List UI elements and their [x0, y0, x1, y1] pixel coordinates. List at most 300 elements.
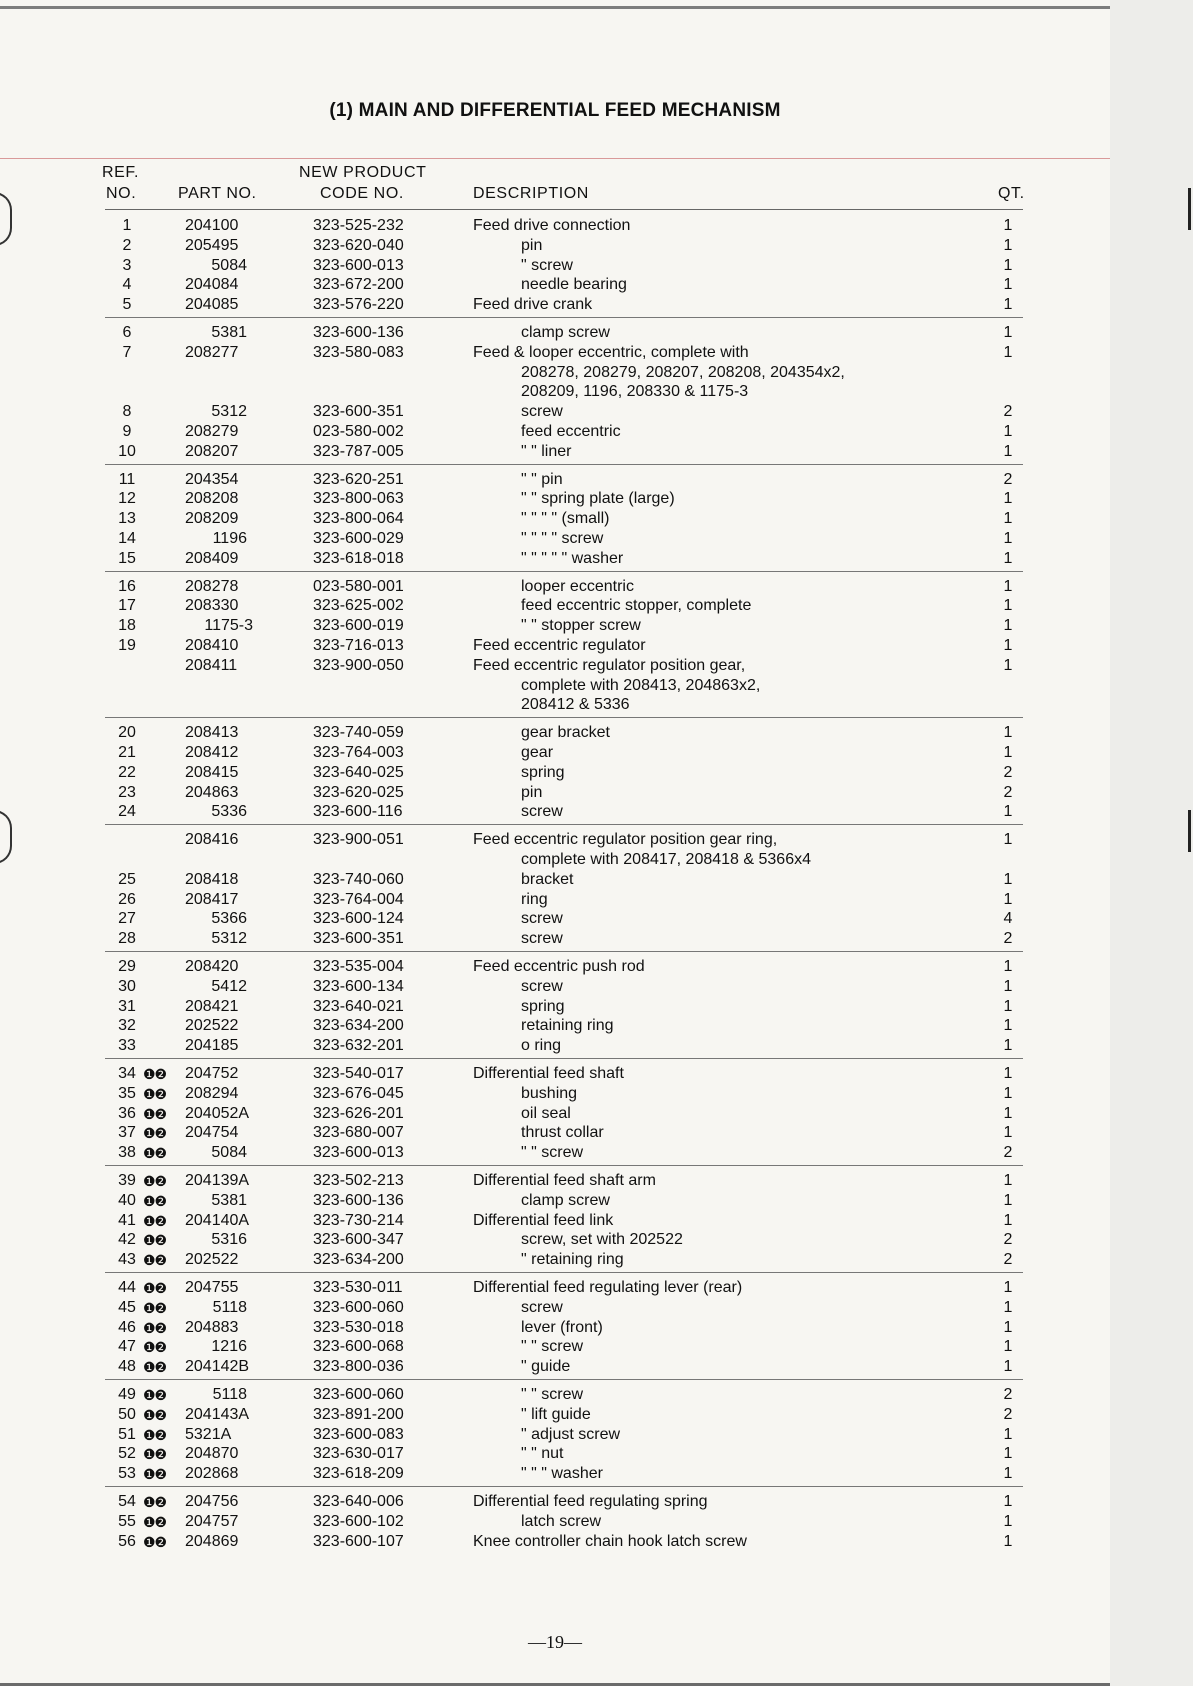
- code-no-cell: 323-576-220: [313, 296, 404, 314]
- quantity-cell: 1: [1003, 1124, 1013, 1142]
- part-no-cell: 208330: [185, 597, 239, 615]
- part-no-cell: 204754: [185, 1124, 239, 1142]
- table-row: [0, 1405, 1110, 1425]
- table-row: [0, 1143, 1110, 1163]
- ref-cell: 7: [122, 343, 132, 361]
- table-row: [0, 1357, 1110, 1377]
- description-cell: Differential feed link: [473, 1211, 614, 1229]
- marker-cell: ❶❷: [143, 1212, 167, 1229]
- description-cell: bracket: [521, 870, 574, 888]
- part-no-cell: 208420: [185, 958, 239, 975]
- ref-cell: 8: [122, 403, 132, 421]
- description-cell: o ring: [521, 1037, 562, 1055]
- quantity-cell: 1: [1003, 1512, 1013, 1530]
- quantity-cell: 1: [1003, 296, 1013, 314]
- code-no-cell: 323-800-063: [313, 490, 404, 508]
- marker-cell: ❶❷: [143, 1280, 167, 1296]
- part-no-cell: 204143A: [185, 1405, 250, 1423]
- description-cell: Differential feed regulating spring: [473, 1493, 708, 1510]
- group-separator: [105, 317, 1023, 318]
- code-no-cell: 323-600-060: [313, 1386, 404, 1403]
- table-row: [0, 676, 1110, 696]
- ref-cell: 48: [118, 1358, 136, 1376]
- description-cell: screw: [521, 803, 563, 821]
- description-cell: pin: [521, 236, 543, 254]
- edge-mark: [1188, 188, 1191, 230]
- table-row: [0, 1036, 1110, 1056]
- quantity-cell: 1: [1003, 1445, 1013, 1463]
- code-no-cell: 323-600-013: [313, 256, 404, 274]
- table-row: [0, 549, 1110, 569]
- part-no-cell: 204863: [185, 783, 239, 801]
- quantity-cell: 1: [1003, 656, 1013, 674]
- table-row: [0, 1084, 1110, 1104]
- description-cell: " " screw: [521, 1338, 584, 1356]
- table-row: [0, 1250, 1110, 1270]
- ref-cell: 51: [118, 1425, 136, 1443]
- marker-cell: ❶❷: [143, 1145, 167, 1162]
- code-no-cell: 323-891-200: [313, 1405, 404, 1423]
- marker-cell: ❶❷: [143, 1466, 167, 1483]
- code-no-cell: 323-764-003: [313, 744, 404, 761]
- ref-cell: 32: [118, 1017, 136, 1035]
- quantity-cell: 1: [1003, 442, 1013, 460]
- group-separator: [105, 717, 1023, 718]
- group-separator: [105, 571, 1023, 572]
- description-cell: complete with 208417, 208418 & 5366x4: [521, 851, 811, 868]
- part-no-cell: 208209: [185, 510, 239, 528]
- code-no-cell: 323-540-017: [313, 1065, 404, 1082]
- part-no-cell: 208413: [185, 724, 239, 742]
- marker-cell: ❶❷: [143, 1066, 167, 1082]
- ref-cell: 11: [118, 470, 136, 488]
- quantity-cell: 1: [1003, 1065, 1013, 1082]
- code-no-cell: 323-600-116: [313, 803, 403, 821]
- table-row: [0, 489, 1110, 509]
- code-no-cell: 323-740-059: [313, 724, 404, 742]
- edge-mark: [1188, 810, 1191, 852]
- quantity-cell: 2: [1003, 1386, 1013, 1403]
- marker-cell: ❶❷: [143, 1359, 167, 1376]
- ref-cell: 53: [118, 1465, 136, 1483]
- page-title: (1) MAIN AND DIFFERENTIAL FEED MECHANISM: [329, 100, 781, 121]
- quantity-cell: 2: [1003, 1231, 1013, 1249]
- quantity-cell: 1: [1003, 343, 1013, 361]
- header-rule: [105, 209, 1023, 210]
- table-row: [0, 890, 1110, 910]
- ref-cell: 27: [118, 910, 136, 928]
- part-no-cell: 204139A: [185, 1172, 250, 1189]
- part-no-cell: 204185: [185, 1037, 239, 1055]
- description-cell: screw, set with 202522: [521, 1231, 683, 1249]
- description-cell: " " stopper screw: [521, 617, 641, 635]
- group-separator: [105, 951, 1023, 952]
- description-cell: bushing: [521, 1084, 578, 1102]
- code-no-cell: 323-600-102: [313, 1512, 404, 1530]
- description-cell: " " spring plate (large): [521, 490, 675, 508]
- description-cell: Differential feed regulating lever (rear): [473, 1279, 743, 1296]
- description-cell: complete with 208413, 204863x2,: [521, 676, 761, 694]
- ref-cell: 2: [122, 236, 132, 254]
- header-description: DESCRIPTION: [473, 185, 589, 202]
- quantity-cell: 1: [1003, 617, 1013, 635]
- part-no-cell: 208277: [185, 343, 239, 361]
- description-cell: Feed drive crank: [473, 296, 593, 314]
- code-no-cell: 323-600-013: [313, 1144, 404, 1162]
- table-row: [0, 929, 1110, 949]
- quantity-cell: 1: [1003, 1084, 1013, 1102]
- code-no-cell: 323-600-124: [313, 910, 404, 928]
- marker-cell: ❶❷: [143, 1319, 167, 1336]
- part-no-cell: 5381: [211, 324, 247, 341]
- ref-cell: 34: [118, 1065, 136, 1082]
- part-no-cell: 204100: [185, 217, 239, 234]
- table-row: [0, 656, 1110, 676]
- description-cell: Knee controller chain hook latch screw: [473, 1532, 747, 1550]
- quantity-cell: 1: [1003, 1338, 1013, 1356]
- ref-cell: 21: [118, 744, 136, 761]
- code-no-cell: 323-600-068: [313, 1338, 404, 1356]
- table-row: [0, 382, 1110, 402]
- header-code-line1: NEW PRODUCT: [299, 164, 427, 181]
- ref-cell: 33: [118, 1037, 136, 1055]
- code-no-cell: 323-634-200: [313, 1017, 404, 1035]
- code-no-cell: 323-640-021: [313, 997, 404, 1015]
- quantity-cell: 1: [1003, 530, 1013, 547]
- description-cell: screw: [521, 403, 563, 421]
- marker-cell: ❶❷: [143, 1192, 167, 1209]
- description-cell: Feed eccentric regulator position gear,: [473, 656, 746, 674]
- ref-cell: 36: [118, 1104, 136, 1122]
- code-no-cell: 323-620-040: [313, 236, 404, 254]
- part-no-cell: 204142B: [185, 1358, 250, 1376]
- quantity-cell: 2: [1003, 763, 1013, 781]
- code-no-cell: 323-580-083: [313, 343, 404, 361]
- part-no-cell: 208207: [185, 442, 239, 460]
- ref-cell: 26: [118, 890, 136, 908]
- table-row: [0, 1464, 1110, 1484]
- quantity-cell: 1: [1003, 1037, 1013, 1055]
- description-cell: pin: [521, 783, 543, 801]
- marker-cell: ❶❷: [143, 1387, 167, 1403]
- ref-cell: 16: [118, 577, 136, 595]
- part-no-cell: 1196: [212, 530, 247, 547]
- description-cell: screw: [521, 977, 563, 995]
- description-cell: 208412 & 5336: [521, 696, 630, 714]
- table-row: [0, 1512, 1110, 1532]
- table-row: [0, 1016, 1110, 1036]
- marker-cell: ❶❷: [143, 1494, 167, 1510]
- ref-cell: 23: [118, 783, 136, 801]
- quantity-cell: 1: [1003, 1532, 1013, 1550]
- quantity-cell: 2: [1003, 470, 1013, 488]
- table-row: [0, 1298, 1110, 1318]
- table-row: [0, 295, 1110, 315]
- ref-cell: 39: [118, 1172, 136, 1189]
- code-no-cell: 323-716-013: [313, 637, 404, 654]
- group-separator: [105, 1486, 1023, 1487]
- code-no-cell: 323-600-136: [313, 324, 404, 341]
- quantity-cell: 2: [1003, 1144, 1013, 1162]
- ref-cell: 13: [118, 510, 136, 528]
- quantity-cell: 1: [1003, 890, 1013, 908]
- marker-cell: ❶❷: [143, 1339, 167, 1356]
- code-no-cell: 323-535-004: [313, 958, 404, 975]
- part-no-cell: 5118: [212, 1298, 247, 1316]
- table-row: [0, 977, 1110, 997]
- description-cell: gear: [521, 744, 554, 761]
- description-cell: " adjust screw: [521, 1425, 621, 1443]
- group-separator: [105, 1379, 1023, 1380]
- quantity-cell: 1: [1003, 1358, 1013, 1376]
- code-no-cell: 323-600-019: [313, 617, 404, 635]
- description-cell: ring: [521, 890, 548, 908]
- part-no-cell: 5316: [211, 1231, 247, 1249]
- part-no-cell: 202522: [185, 1017, 239, 1035]
- part-no-cell: 204084: [185, 276, 239, 294]
- part-no-cell: 202868: [185, 1465, 239, 1483]
- part-no-cell: 5084: [211, 1144, 247, 1162]
- code-no-cell: 323-525-232: [313, 217, 404, 234]
- header-code-line2: CODE NO.: [320, 185, 404, 202]
- code-no-cell: 323-672-200: [313, 276, 404, 294]
- quantity-cell: 1: [1003, 1104, 1013, 1122]
- part-no-cell: 5312: [211, 403, 247, 421]
- ref-cell: 43: [118, 1251, 136, 1269]
- group-separator: [105, 1165, 1023, 1166]
- quantity-cell: 1: [1003, 577, 1013, 595]
- quantity-cell: 1: [1003, 977, 1013, 995]
- quantity-cell: 1: [1003, 1298, 1013, 1316]
- marker-cell: ❶❷: [143, 1406, 167, 1423]
- ref-cell: 35: [118, 1084, 136, 1102]
- part-no-cell: 205495: [185, 236, 239, 254]
- table-row: [0, 1230, 1110, 1250]
- description-cell: Differential feed shaft: [473, 1065, 624, 1082]
- code-no-cell: 323-600-351: [313, 930, 404, 948]
- top-edge-line: [0, 6, 1110, 9]
- table-row: [0, 1385, 1110, 1405]
- part-no-cell: 202522: [185, 1251, 239, 1269]
- ref-cell: 22: [118, 763, 136, 781]
- header-qt: QT.: [998, 185, 1025, 202]
- description-cell: feed eccentric stopper, complete: [521, 597, 752, 615]
- table-row: [0, 596, 1110, 616]
- code-no-cell: 323-630-017: [313, 1445, 404, 1463]
- description-cell: spring: [521, 997, 565, 1015]
- ref-cell: 45: [118, 1298, 136, 1316]
- part-no-cell: 204869: [185, 1532, 239, 1550]
- description-cell: thrust collar: [521, 1124, 604, 1142]
- part-no-cell: 208410: [185, 637, 239, 654]
- ref-cell: 14: [118, 530, 136, 547]
- quantity-cell: 2: [1003, 1251, 1013, 1269]
- part-no-cell: 208411: [185, 656, 238, 674]
- description-cell: latch screw: [521, 1512, 602, 1530]
- description-cell: spring: [521, 763, 565, 781]
- part-no-cell: 204354: [185, 470, 239, 488]
- marker-cell: ❶❷: [143, 1299, 167, 1316]
- code-no-cell: 323-730-214: [313, 1211, 404, 1229]
- code-no-cell: 323-900-050: [313, 656, 404, 674]
- code-no-cell: 323-600-107: [313, 1532, 404, 1550]
- table-row: [0, 1211, 1110, 1231]
- marker-cell: ❶❷: [143, 1513, 167, 1530]
- marker-cell: ❶❷: [143, 1533, 167, 1550]
- table-row: [0, 830, 1110, 850]
- table-row: [0, 216, 1110, 236]
- part-no-cell: 204052A: [185, 1104, 250, 1122]
- table-row: [0, 323, 1110, 343]
- quantity-cell: 1: [1003, 997, 1013, 1015]
- ref-cell: 12: [118, 490, 136, 508]
- quantity-cell: 1: [1003, 1318, 1013, 1336]
- quantity-cell: 2: [1003, 783, 1013, 801]
- ref-cell: 1: [122, 217, 132, 234]
- table-row: [0, 802, 1110, 822]
- quantity-cell: 2: [1003, 403, 1013, 421]
- quantity-cell: 1: [1003, 724, 1013, 742]
- part-no-cell: 204755: [185, 1279, 239, 1296]
- ref-cell: 52: [118, 1445, 136, 1463]
- table-row: [0, 1425, 1110, 1445]
- part-no-cell: 5084: [211, 256, 247, 274]
- quantity-cell: 1: [1003, 256, 1013, 274]
- marker-cell: ❶❷: [143, 1426, 167, 1443]
- table-row: [0, 909, 1110, 929]
- table-row: [0, 343, 1110, 363]
- code-no-cell: 323-502-213: [313, 1172, 404, 1189]
- marker-cell: ❶❷: [143, 1446, 167, 1463]
- code-no-cell: 323-600-347: [313, 1231, 404, 1249]
- description-cell: Feed & looper eccentric, complete with: [473, 343, 749, 361]
- description-cell: 208209, 1196, 208330 & 1175-3: [521, 383, 749, 401]
- ref-cell: 30: [118, 977, 136, 995]
- table-row: [0, 577, 1110, 597]
- ref-cell: 15: [118, 549, 136, 567]
- table-row: [0, 997, 1110, 1017]
- description-cell: oil seal: [521, 1104, 571, 1122]
- part-no-cell: 208294: [185, 1084, 239, 1102]
- code-no-cell: 323-618-018: [313, 549, 404, 567]
- table-row: [0, 743, 1110, 763]
- code-no-cell: 323-600-136: [313, 1191, 404, 1209]
- ref-cell: 6: [122, 324, 132, 341]
- part-no-cell: 208279: [185, 423, 239, 440]
- table-row: [0, 256, 1110, 276]
- ref-cell: 25: [118, 870, 136, 888]
- description-cell: Feed drive connection: [473, 217, 631, 234]
- code-no-cell: 323-530-018: [313, 1318, 404, 1336]
- ref-cell: 28: [118, 930, 136, 948]
- description-cell: feed eccentric: [521, 423, 621, 440]
- ref-cell: 10: [118, 442, 136, 460]
- code-no-cell: 323-530-011: [313, 1279, 403, 1296]
- part-no-cell: 208417: [185, 890, 239, 908]
- code-no-cell: 323-600-351: [313, 403, 404, 421]
- page-number: —19—: [528, 1632, 582, 1652]
- description-cell: " " " " " washer: [521, 549, 624, 567]
- table-row: [0, 1191, 1110, 1211]
- description-cell: " " nut: [521, 1445, 564, 1463]
- group-separator: [105, 824, 1023, 825]
- code-no-cell: 323-634-200: [313, 1251, 404, 1269]
- part-no-cell: 208418: [185, 870, 239, 888]
- description-cell: clamp screw: [521, 1191, 610, 1209]
- marker-cell: ❶❷: [143, 1085, 167, 1102]
- quantity-cell: 1: [1003, 637, 1013, 654]
- part-no-cell: 204752: [185, 1065, 239, 1082]
- code-no-cell: 323-740-060: [313, 870, 404, 888]
- description-cell: " retaining ring: [521, 1251, 624, 1269]
- ref-cell: 9: [122, 423, 132, 440]
- header-ref-line1: REF.: [102, 164, 140, 181]
- quantity-cell: 1: [1003, 1211, 1013, 1229]
- quantity-cell: 1: [1003, 1172, 1013, 1189]
- part-no-cell: 5381: [211, 1191, 247, 1209]
- code-no-cell: 323-618-209: [313, 1465, 404, 1483]
- table-row: [0, 616, 1110, 636]
- table-row: [0, 763, 1110, 783]
- part-no-cell: 204085: [185, 296, 239, 314]
- quantity-cell: 1: [1003, 1279, 1013, 1296]
- table-row: [0, 850, 1110, 870]
- ref-cell: 40: [118, 1191, 136, 1209]
- ref-cell: 56: [118, 1532, 136, 1550]
- description-cell: " " liner: [521, 442, 572, 460]
- description-cell: Feed eccentric regulator position gear ring,: [473, 831, 778, 849]
- table-row: [0, 529, 1110, 549]
- part-no-cell: 5321A: [185, 1425, 232, 1443]
- table-row: [0, 509, 1110, 529]
- description-cell: Feed eccentric regulator: [473, 637, 646, 654]
- ref-cell: 55: [118, 1512, 136, 1530]
- description-cell: " screw: [521, 256, 573, 274]
- table-row: [0, 1337, 1110, 1357]
- quantity-cell: 1: [1003, 510, 1013, 528]
- code-no-cell: 323-600-060: [313, 1298, 404, 1316]
- part-no-cell: 1216: [211, 1338, 247, 1356]
- quantity-cell: 1: [1003, 1191, 1013, 1209]
- code-no-cell: 023-580-001: [313, 577, 404, 595]
- ref-cell: 17: [118, 597, 136, 615]
- table-row: [0, 783, 1110, 803]
- ref-cell: 41: [118, 1211, 136, 1229]
- code-no-cell: 323-600-134: [313, 977, 404, 995]
- quantity-cell: 1: [1003, 870, 1013, 888]
- description-cell: 208278, 208279, 208207, 208208, 204354x2,: [521, 363, 845, 381]
- quantity-cell: 1: [1003, 744, 1013, 761]
- header-ref-line2: NO.: [106, 185, 137, 202]
- ref-cell: 44: [118, 1279, 136, 1296]
- part-no-cell: 208421: [185, 997, 239, 1015]
- description-cell: " " " " screw: [521, 530, 604, 547]
- description-cell: Differential feed shaft arm: [473, 1172, 656, 1189]
- part-no-cell: 208278: [185, 577, 239, 595]
- ref-cell: 42: [118, 1231, 136, 1249]
- part-no-cell: 208416: [185, 831, 239, 849]
- quantity-cell: 2: [1003, 1405, 1013, 1423]
- table-row: [0, 1104, 1110, 1124]
- description-cell: screw: [521, 1298, 563, 1316]
- description-cell: retaining ring: [521, 1017, 614, 1035]
- marker-cell: ❶❷: [143, 1125, 167, 1142]
- code-no-cell: 323-640-025: [313, 763, 404, 781]
- quantity-cell: 1: [1003, 549, 1013, 567]
- description-cell: " " screw: [521, 1386, 584, 1403]
- table-row: [0, 1318, 1110, 1338]
- part-no-cell: 204870: [185, 1445, 239, 1463]
